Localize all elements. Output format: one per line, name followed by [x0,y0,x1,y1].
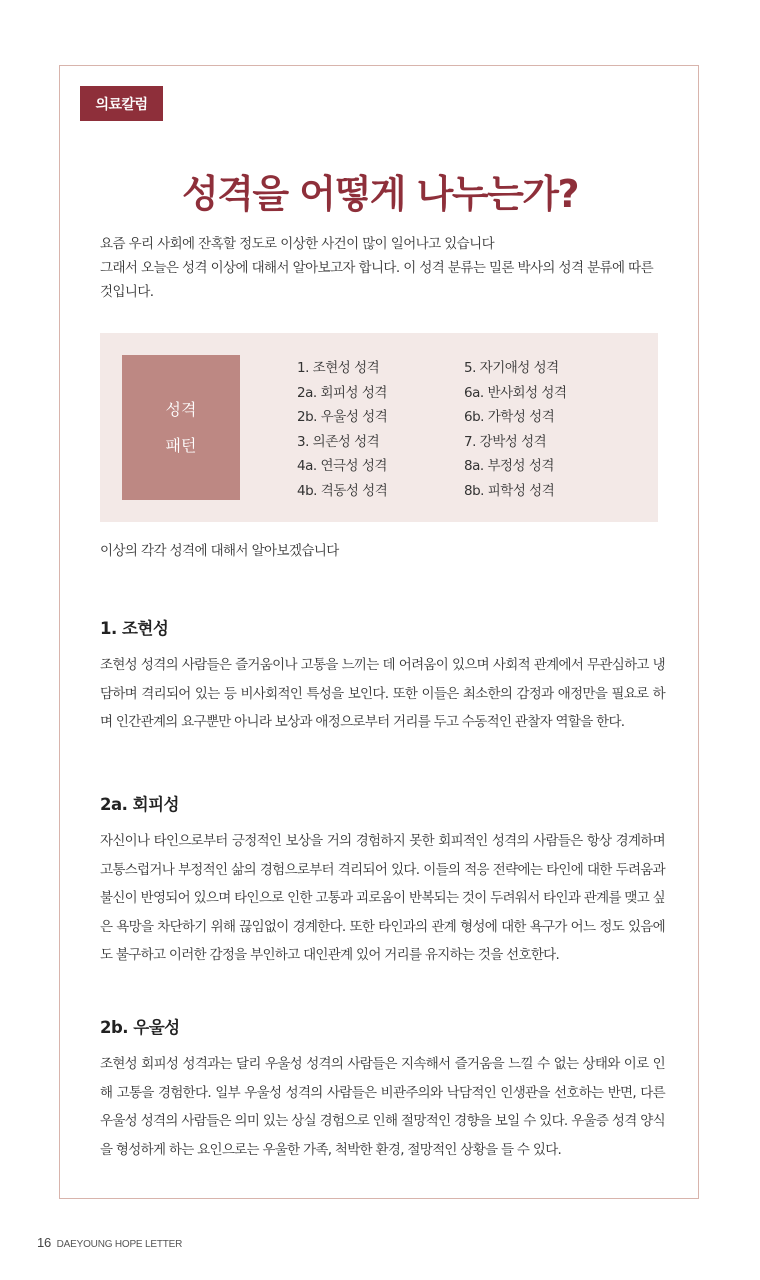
personality-pattern-box [100,333,658,522]
pattern-item: 5. 자기애성 성격 [464,360,559,376]
pattern-label [122,355,240,500]
pattern-item: 2b. 우울성 성격 [297,409,388,425]
pattern-item: 4a. 연극성 성격 [297,458,387,474]
pattern-item: 8b. 피학성 성격 [464,482,555,499]
intro-line: 요즘 우리 사회에 잔혹할 정도로 이상한 사건이 많이 일어나고 있습니다 [100,236,495,252]
pattern-item: 4b. 격동성 성격 [297,482,388,499]
pattern-list-left [297,356,387,503]
pattern-item: 6a. 반사회성 성격 [464,384,567,401]
pattern-item: 3. 의존성 성격 [297,433,380,450]
section-body-avoidant: 자신이나 타인으로부터 긍정적인 보상을 거의 경험하지 못한 회피적인 성격의 사람들은 항상 경계하며 고통스럽거나 부정적인 삶의 경험으로부터 격리되어 있다. 이들의 적응 전략에는 타인에 대한 두려움과 불신이 반영되어 있으며 타인으로 인한 고통과 괴로움이 반복되는 것이 두려워서 타인과 관계를 맺고 싶은 욕망을 차단하기 위해 끊임없이 경계한다. 또한 타인과의 관계 형성에 대한 욕구가 어느 정도 있음에도 불구하고 이러한 감정을 부인하고 대인관계 있어 거리를 유지하는 것을 선호한다. [100,833,666,963]
section-body-depressive: 조현성 회피성 성격과는 달리 우울성 성격의 사람들은 지속해서 즐거움을 느낄 수 없는 상태와 이로 인해 고통을 경험한다. 일부 우울성 성격의 사람들은 비관주의와 낙담적인 인생관을 선호하는 반면, 다른 우울성 성격의 사람들은 의미 있는 상실 경험으로 인해 절망적인 경향을 보일 수 있다. 우울증 성격 양식을 형성하게 하는 요인으로는 우울한 가족, 척박한 환경, 절망적인 상황을 들 수 있다. [100,1056,665,1158]
pattern-label-line: 성격 [165,399,197,419]
section-title-avoidant: 2a. 회피성 [100,795,179,814]
intro-line: 그래서 오늘은 성격 이상에 대해서 알아보고자 합니다. 이 성격 분류는 밀론 박사의 성격 분류에 따른 것입니다. [100,260,654,300]
pattern-item: 1. 조현성 성격 [297,360,380,376]
section-title-schizoid: 1. 조현성 [100,619,169,638]
lead-sentence: 이상의 각각 성격에 대해서 알아보겠습니다 [100,543,339,559]
category-tag: 의료칼럼 [80,86,163,121]
article-title: 성격을 어떻게 나누는가? [181,172,579,216]
pattern-item: 2a. 회피성 성격 [297,384,387,401]
section-title-depressive: 2b. 우울성 [100,1018,180,1037]
publication-name: DAEYOUNG HOPE LETTER [56,1239,183,1250]
section-body-schizoid: 조현성 성격의 사람들은 즐거움이나 고통을 느끼는 데 어려움이 있으며 사회적 관계에서 무관심하고 냉담하며 격리되어 있는 등 비사회적인 특성을 보인다. 또한 이들은 최소한의 감정과 애정만을 필요로 하며 인간관계의 요구뿐만 아니라 보상과 애정으로부터 거리를 두고 수동적인 관찰자 역할을 한다. [100,657,665,730]
pattern-label-line: 패턴 [165,435,197,455]
pattern-item: 6b. 가학성 성격 [464,409,555,425]
intro-paragraph [100,232,665,304]
page-footer [37,1235,182,1250]
pattern-list-right [464,356,566,503]
pattern-item: 7. 강박성 성격 [464,433,547,450]
pattern-item: 8a. 부정성 성격 [464,458,554,474]
page-number: 16 [37,1235,52,1250]
